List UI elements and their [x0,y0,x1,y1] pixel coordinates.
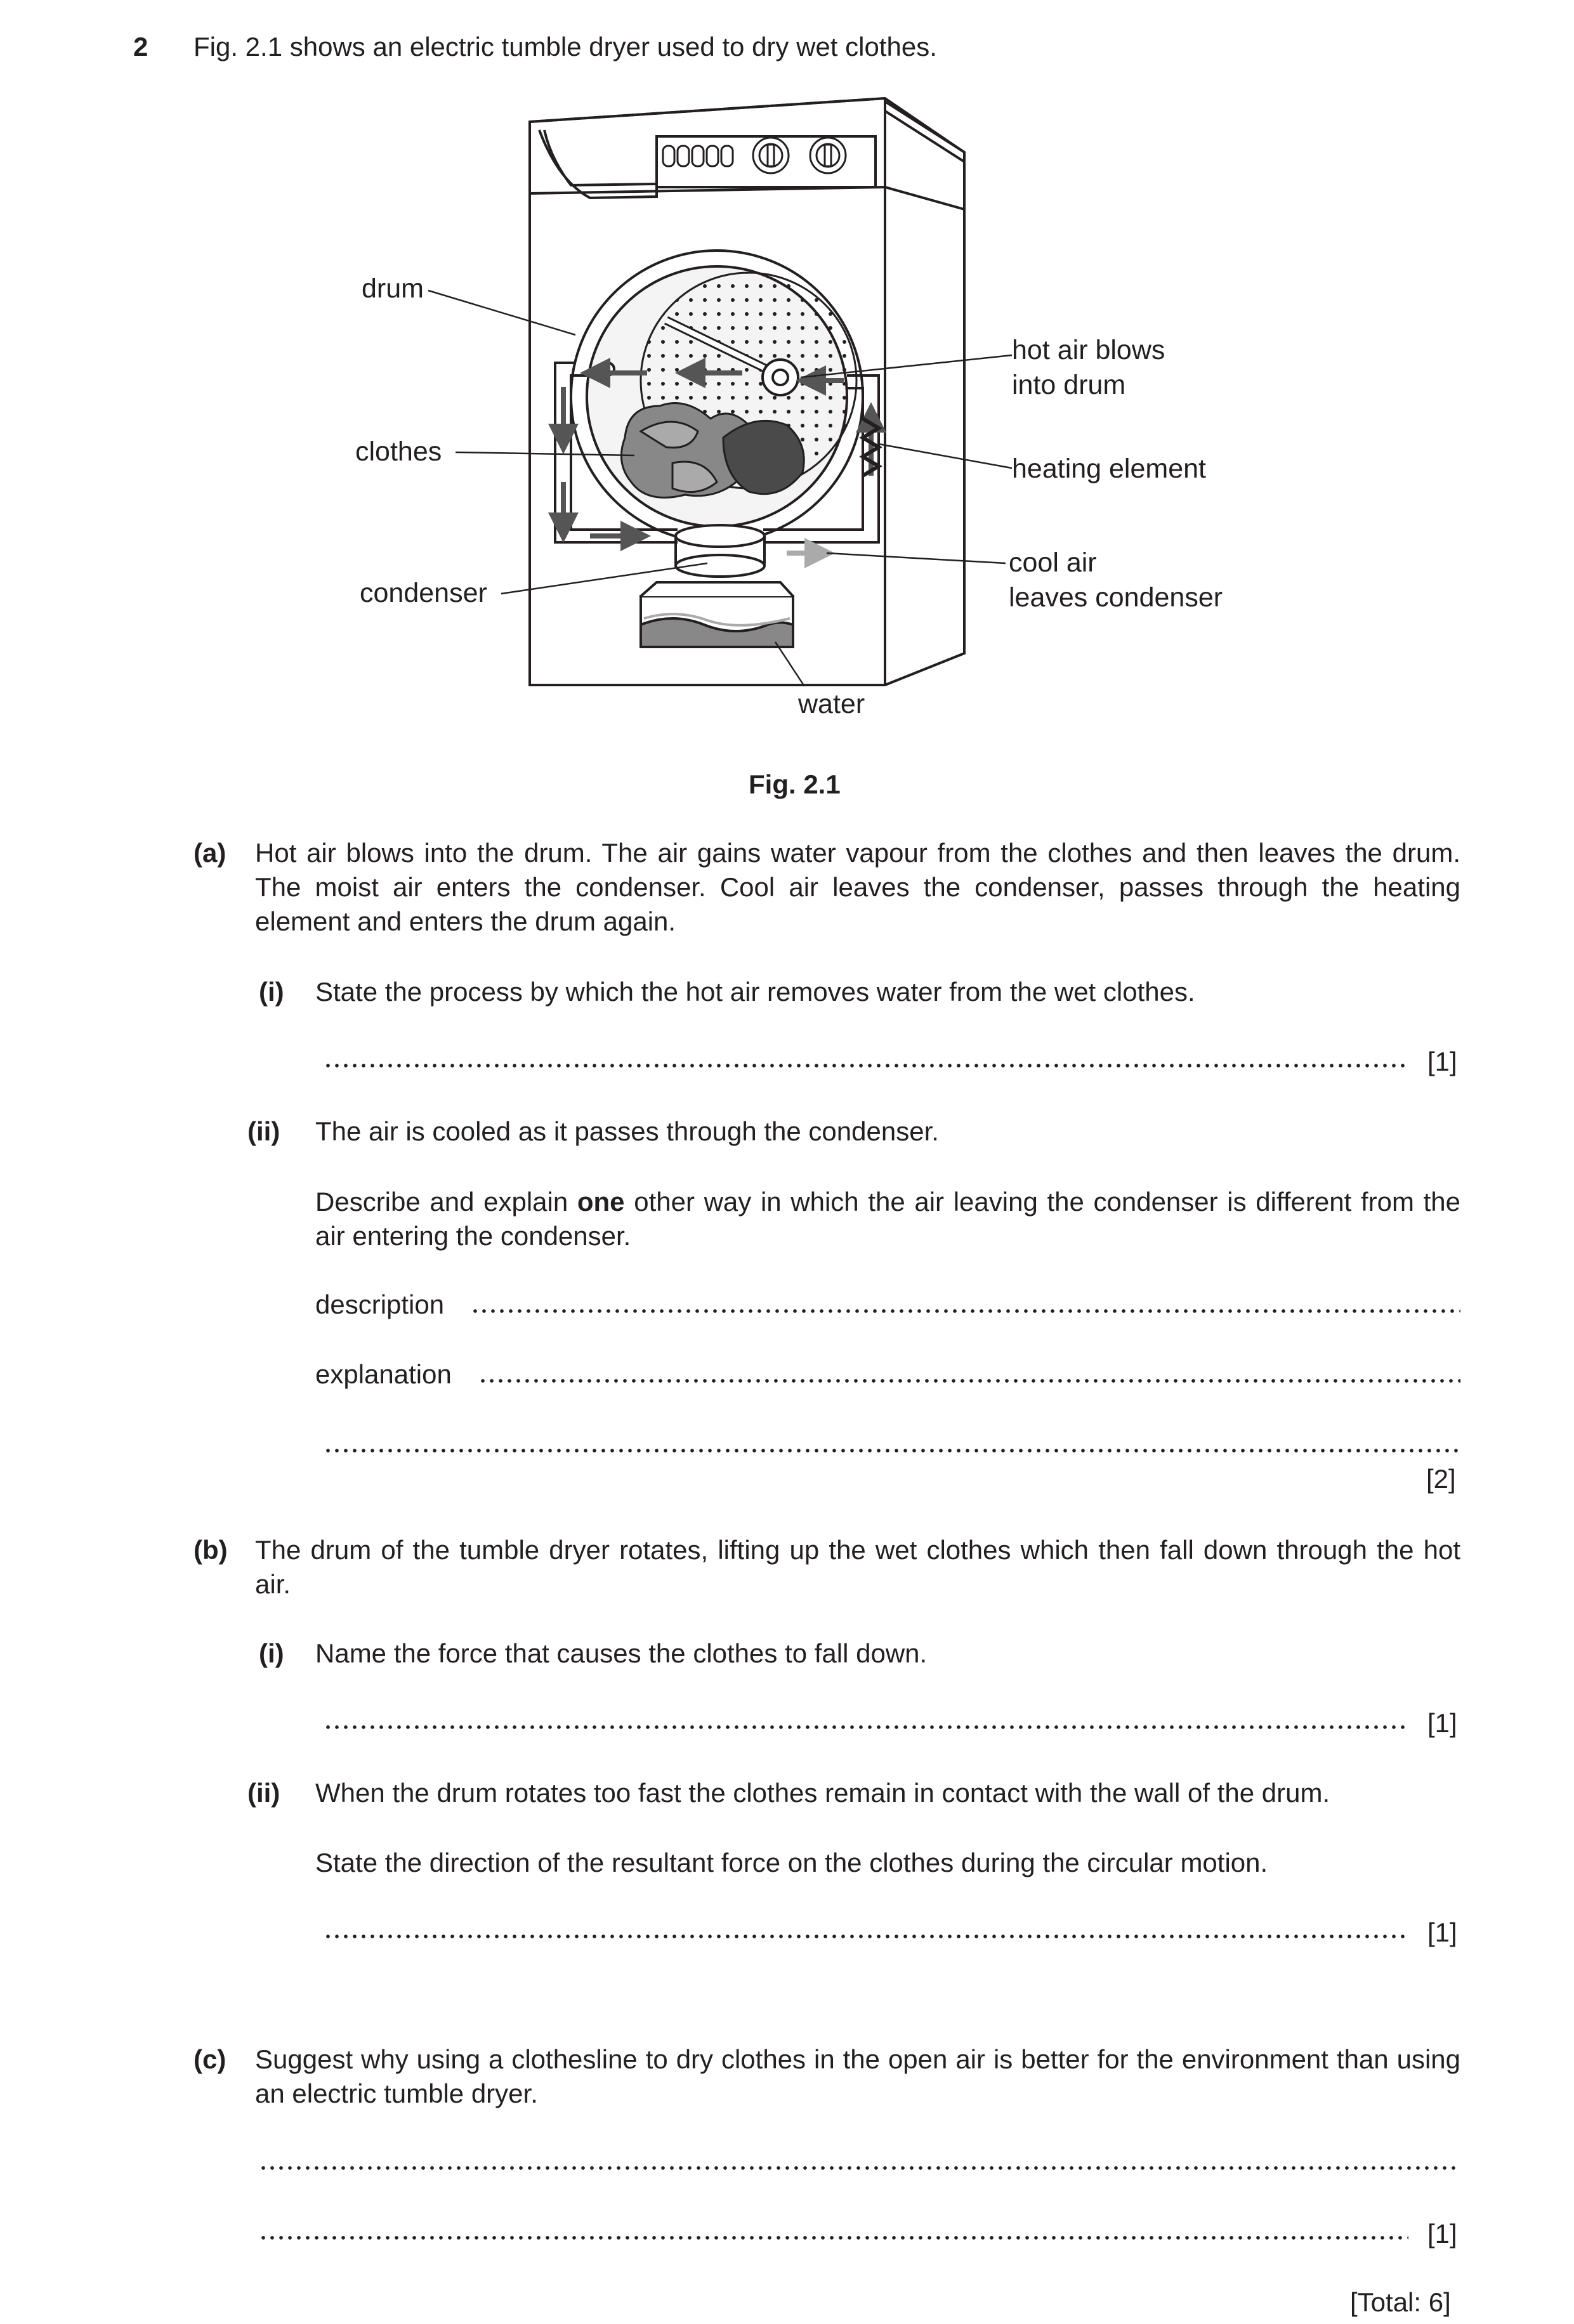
answer-line-explanation-2[interactable] [324,1444,1460,1457]
label-clothes: clothes [355,436,442,467]
explanation-label: explanation [315,1359,452,1389]
part-b-label: (b) [193,1535,228,1565]
answer-line-c-2[interactable] [259,2231,1408,2244]
answer-line-b-i[interactable] [324,1721,1408,1733]
part-b-ii-question: State the direction of the resultant force on the clothes during the circular motion. [315,1848,1268,1877]
answer-line-c-1[interactable] [259,2162,1460,2174]
part-a-label: (a) [193,838,226,868]
mark-b-i: [1] [1427,1708,1457,1738]
answer-line-explanation[interactable] [478,1374,1460,1387]
label-hot-air-line1: hot air blows [1012,335,1165,365]
answer-line-description[interactable] [471,1305,1460,1317]
part-b-i-text: Name the force that causes the clothes to fall down. [315,1638,928,1668]
part-a-ii-label: (ii) [247,1116,280,1146]
part-b-i-label: (i) [259,1638,284,1668]
mark-b-ii: [1] [1427,1917,1457,1947]
figure-caption: Fig. 2.1 [749,769,841,799]
label-condenser: condenser [360,578,487,608]
question-number: 2 [133,32,148,62]
answer-line-a-i[interactable] [324,1059,1408,1072]
part-b-ii-label: (ii) [247,1778,280,1808]
drum [571,251,863,542]
mark-c: [1] [1427,2219,1457,2249]
mark-a-i: [1] [1427,1047,1457,1076]
part-a-ii-text: The air is cooled as it passes through the condenser. [315,1116,939,1146]
label-hot-air-line2: into drum [1012,370,1126,400]
part-a-i-text: State the process by which the hot air removes water from the wet clothes. [315,977,1195,1007]
part-a-ii-instruction: Describe and explain one other way in which the air leaving the condenser is different from the air entering the condenser. [315,1187,1460,1251]
description-label: description [315,1289,445,1319]
mark-a-ii: [2] [1426,1464,1456,1494]
label-drum: drum [362,273,424,304]
label-water: water [798,689,865,719]
part-c-text: Suggest why using a clothesline to dry clothes in the open air is better for the environment than using an electric tumble dryer. [255,2044,1460,2108]
label-cool-air-line2: leaves condenser [1009,582,1223,613]
part-c-label: (c) [193,2044,226,2074]
part-a-i-label: (i) [259,977,284,1007]
tumble-dryer-diagram [0,0,1574,761]
label-cool-air-line1: cool air [1009,547,1097,578]
label-heating-element: heating element [1012,454,1206,484]
question-intro: Fig. 2.1 shows an electric tumble dryer used to dry wet clothes. [193,32,937,62]
part-b-text: The drum of the tumble dryer rotates, lifting up the wet clothes which then fall down through the hot air. [255,1535,1460,1599]
total-marks: [Total: 6] [1350,2287,1451,2317]
answer-line-b-ii[interactable] [324,1930,1408,1943]
part-a-text: Hot air blows into the drum. The air gains water vapour from the clothes and then leaves the drum. The moist air enters the condenser. Cool air leaves the condenser, passes through the heating element and enters the drum again. [255,838,1460,936]
part-b-ii-text: When the drum rotates too fast the clothes remain in contact with the wall of the drum. [315,1778,1330,1808]
